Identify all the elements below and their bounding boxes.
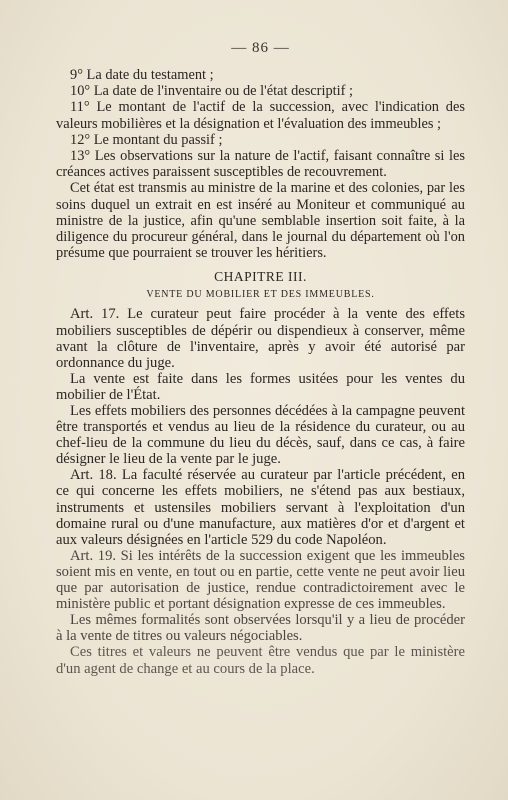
- page-body: [56, 67, 465, 261]
- article-paragraph: Art. 17. Le curateur peut faire procéder à la vente des effets mobiliers susceptibles de dépérir ou dispendieux à conserver, même avant la clôture de l'inventaire, après y avoir été autorisé par ordonnance du juge.: [56, 306, 465, 371]
- article-paragraph: Art. 19. Si les intérêts de la succession exigent que les immeubles soient mis en vente, en tout ou en partie, cette vente ne peut avoir lieu que par autorisation de justice, rendue contradictoirement avec le ministère public et portant désignation expresse de ces immeubles.: [56, 547, 465, 613]
- chapter-body: [56, 306, 465, 676]
- article-paragraph: Les mêmes formalités sont observées lorsqu'il y a lieu de procéder à la vente de titres ou valeurs négociables.: [56, 612, 465, 645]
- list-item: 10° La date de l'inventaire ou de l'état descriptif ;: [70, 83, 354, 100]
- article-paragraph: La vente est faite dans les formes usitées pour les ventes du mobilier de l'État.: [56, 370, 465, 403]
- article-paragraph: Art. 18. La faculté réservée au curateur par l'article précédent, en ce qui concerne les effets mobiliers, ne s'étend pas aux bestiaux, instruments et ustensiles mobiliers servant à l'exploitation d'un domaine rural ou d'une manufacture, aux matières d'or et d'argent et aux valeurs désignées en l'article 529 du code Napoléon.: [56, 467, 465, 548]
- list-item: 13° Les observations sur la nature de l'actif, faisant connaître si les créances actives paraissent susceptibles de recouvrement.: [56, 148, 465, 181]
- chapter-subtitle: VENTE DU MOBILIER ET DES IMMEUBLES.: [146, 289, 375, 301]
- article-paragraph: Les effets mobiliers des personnes décédées à la campagne peuvent être transportés et vendus au lieu de la résidence du curateur, ou au chef-lieu de la commune du lieu du décès, sauf, dans ce cas, à faire désigner le lieu de la vente par le juge.: [56, 403, 465, 468]
- article-paragraph: Ces titres et valeurs ne peuvent être vendus que par le ministère d'un agent de change et au cours de la place.: [56, 644, 465, 677]
- list-item: 11° Le montant de l'actif de la succession, avec l'indication des valeurs mobilières et la désignation et l'évaluation des immeubles ;: [56, 99, 465, 132]
- list-item: 9° La date du testament ;: [70, 67, 214, 83]
- page-number: — 86 —: [231, 40, 290, 56]
- list-item: 12° Le montant du passif ;: [70, 131, 223, 148]
- chapter-title: CHAPITRE III.: [214, 269, 307, 285]
- paragraph-transmission: Cet état est transmis au ministre de la marine et des colonies, par les soins duquel un extrait en est inséré au Moniteur et communiqué au ministre de la justice, afin qu'une semblable insertion soit faite, à la diligence du procureur général, dans le journal du département où l'on présume que pourraient se trouver les héritiers.: [56, 180, 465, 262]
